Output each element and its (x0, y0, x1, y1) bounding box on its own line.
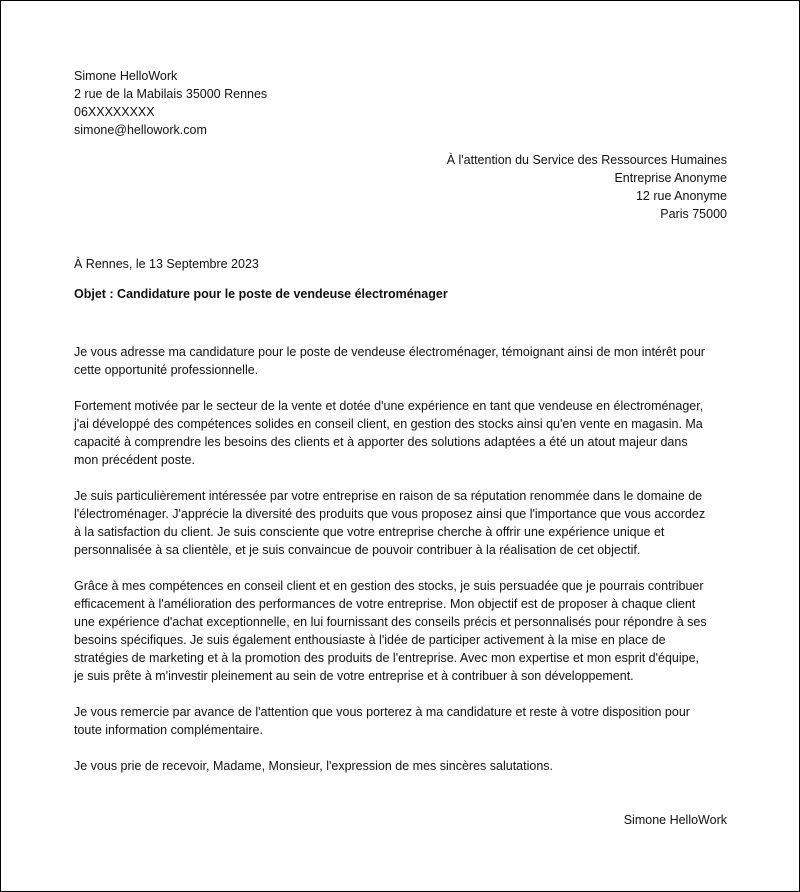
paragraph-line: Je vous prie de recevoir, Madame, Monsieur, l'expression de mes sincères salutations. (74, 759, 554, 773)
paragraph-line: l'électroménager. J'apprécie la diversité des produits que vous proposez ainsi que l'importance que vous accordez (74, 507, 706, 521)
recipient-block (447, 151, 727, 223)
paragraph-line: je suis prête à m'investir pleinement au sein de votre entreprise et à contribuer à son développement. (74, 669, 634, 683)
sender-email: simone@hellowork.com (74, 123, 207, 137)
paragraph-intro (74, 343, 734, 379)
paragraph-line: une expérience d'achat exceptionnelle, en lui fournissant des conseils précis et personnalisés pour répondre à ses (74, 615, 707, 629)
recipient-street: 12 rue Anonyme (635, 189, 727, 203)
paragraph-contribution (74, 577, 734, 685)
paragraph-line: cette opportunité professionnelle. (74, 363, 259, 377)
paragraph-company-interest (74, 487, 734, 559)
paragraph-line: j'ai développé des compétences solides en conseil client, en gestion des stocks ainsi qu'en vente en magasin. Ma (74, 417, 703, 431)
paragraph-line: Je vous adresse ma candidature pour le poste de vendeuse électroménager, témoignant ainsi de mon intérêt pour (74, 345, 705, 359)
paragraph-line: Grâce à mes compétences en conseil client et en gestion des stocks, je suis persuadée que je pourrais contribuer (74, 579, 704, 593)
sender-address: 2 rue de la Mabilais 35000 Rennes (74, 87, 268, 101)
recipient-city: Paris 75000 (660, 207, 727, 221)
paragraph-line: efficacement à l'amélioration des performances de votre entreprise. Mon objectif est de proposer à chaque client (74, 597, 696, 611)
recipient-company: Entreprise Anonyme (614, 171, 727, 185)
sender-block (74, 67, 267, 139)
paragraph-line: toute information complémentaire. (74, 723, 263, 737)
signature: Simone HelloWork (623, 813, 727, 827)
paragraph-line: à la satisfaction du client. Je suis consciente que votre entreprise cherche à offrir une expérience unique et (74, 525, 665, 539)
paragraph-line: Je suis particulièrement intéressée par votre entreprise en raison de sa réputation renommée dans le domaine de (74, 489, 703, 503)
paragraph-line: mon précédent poste. (74, 453, 195, 467)
paragraph-line: Je vous remercie par avance de l'attention que vous porterez à ma candidature et reste à votre disposition pour (74, 705, 690, 719)
letter-body (74, 343, 734, 793)
sender-name: Simone HelloWork (74, 69, 178, 83)
paragraph-line: besoins spécifiques. Je suis également enthousiaste à l'idée de participer activement à la mise en place de (74, 633, 666, 647)
paragraph-experience (74, 397, 734, 469)
sender-phone: 06XXXXXXXX (74, 105, 155, 119)
paragraph-line: stratégies de marketing et à la promotion des produits de l'entreprise. Avec mon expertise et mon esprit d'équipe, (74, 651, 700, 665)
paragraph-line: capacité à comprendre les besoins des clients et à apporter des solutions adaptées a été un atout majeur dans (74, 435, 688, 449)
letter-date: À Rennes, le 13 Septembre 2023 (74, 257, 259, 271)
paragraph-thanks (74, 703, 734, 739)
letter-subject: Objet : Candidature pour le poste de vendeuse électroménager (74, 287, 448, 301)
paragraph-closing (74, 757, 734, 775)
paragraph-line: Fortement motivée par le secteur de la vente et dotée d'une expérience en tant que vendeuse en électroménager, (74, 399, 704, 413)
recipient-attention: À l'attention du Service des Ressources Humaines (446, 153, 727, 167)
paragraph-line: personnalisée à sa clientèle, et je suis convaincue de pouvoir contribuer à la réalisation de cet objectif. (74, 543, 641, 557)
